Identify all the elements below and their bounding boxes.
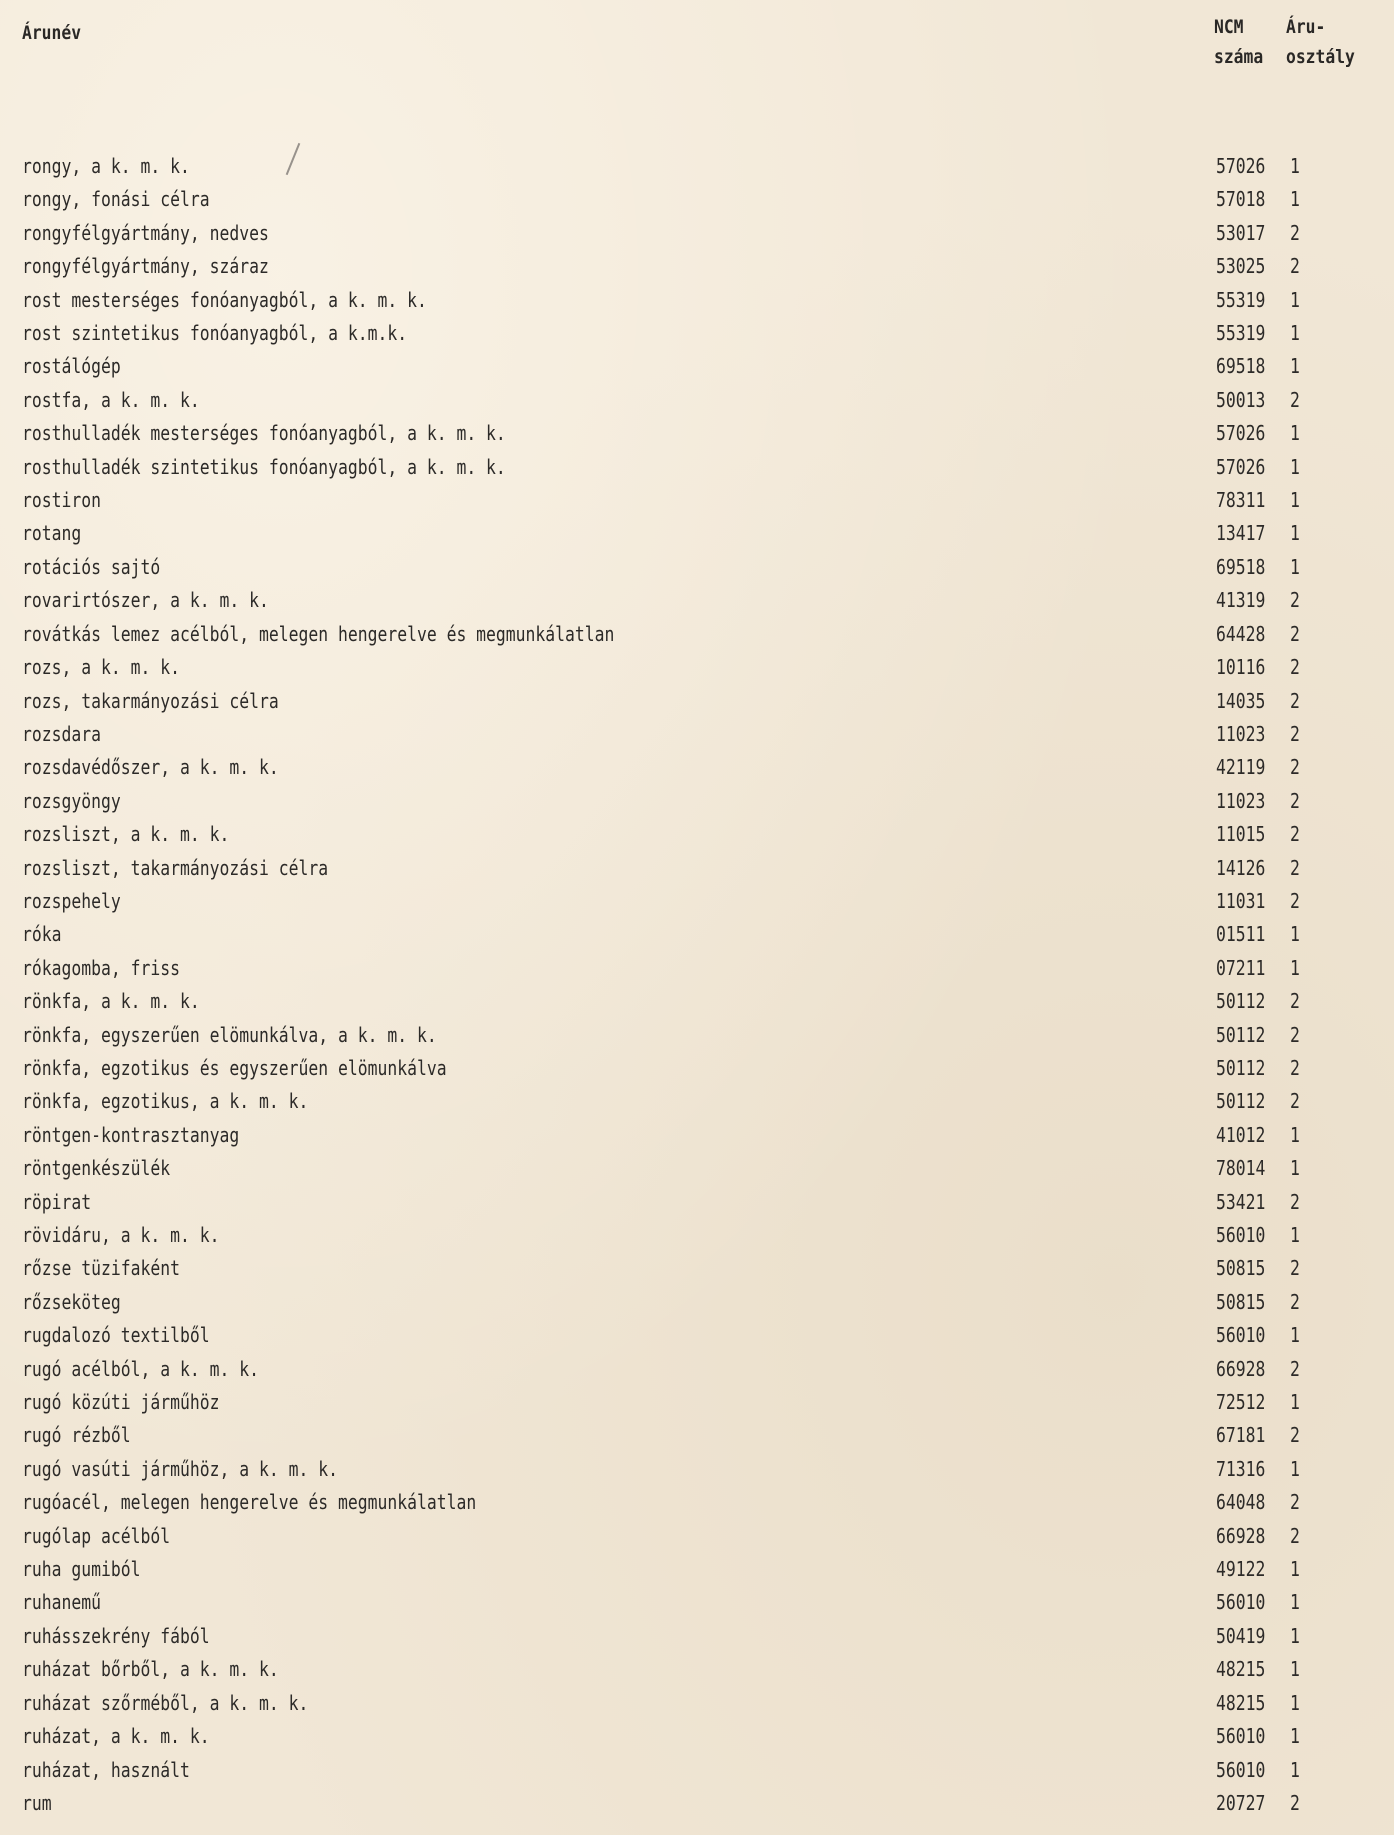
product-class: 2 [1290,220,1300,245]
product-class: 2 [1290,1289,1300,1314]
product-class: 1 [1290,1724,1300,1749]
product-class: 1 [1290,1590,1300,1615]
header-class-line2: osztály [1286,46,1355,68]
list-item [0,1486,1394,1519]
product-class: 1 [1290,1156,1300,1181]
list-item [0,1085,1394,1118]
product-class: 2 [1290,1256,1300,1281]
product-list [0,150,1394,1820]
list-item [0,517,1394,550]
list-item [0,852,1394,885]
list-item [0,1620,1394,1653]
list-item [0,785,1394,818]
product-class: 1 [1290,1690,1300,1715]
ncm-number: 78014 [1216,1156,1266,1181]
product-class: 2 [1290,387,1300,412]
product-name: rőzseköteg [22,1289,121,1314]
product-class: 1 [1290,1657,1300,1682]
product-class: 1 [1290,488,1300,513]
product-name: rozs, a k. m. k. [22,655,180,680]
ncm-number: 50112 [1216,1089,1266,1114]
ncm-number: 78311 [1216,488,1266,513]
product-class: 1 [1290,1456,1300,1481]
list-item [0,1453,1394,1486]
ncm-number: 66928 [1216,1523,1266,1548]
list-item [0,1319,1394,1352]
ncm-number: 14035 [1216,688,1266,713]
product-name: rozsgyöngy [22,788,121,813]
product-name: rókagomba, friss [22,955,180,980]
ncm-number: 55319 [1216,321,1266,346]
list-item [0,818,1394,851]
product-name: rozsdara [22,721,101,746]
product-class: 1 [1290,922,1300,947]
product-class: 2 [1290,1189,1300,1214]
product-name: rozspehely [22,888,121,913]
product-name: rovátkás lemez acélból, melegen hengerelve és megmunkálatlan [22,621,615,646]
header-product-name: Árunév [22,22,82,44]
product-name: rostiron [22,488,101,513]
ncm-number: 53421 [1216,1189,1266,1214]
list-item [0,1252,1394,1285]
product-name: rotációs sajtó [22,554,161,579]
product-name: rostálógép [22,354,121,379]
list-item [0,1386,1394,1419]
ncm-number: 13417 [1216,521,1266,546]
ncm-number: 42119 [1216,755,1266,780]
product-class: 2 [1290,989,1300,1014]
ncm-number: 66928 [1216,1356,1266,1381]
list-item [0,150,1394,183]
list-item [0,484,1394,517]
product-name: rövidáru, a k. m. k. [22,1223,220,1247]
list-item [0,1119,1394,1152]
ncm-number: 07211 [1216,955,1266,980]
ncm-number: 64428 [1216,621,1266,646]
ncm-number: 67181 [1216,1423,1266,1448]
ncm-number: 11023 [1216,788,1266,813]
product-class: 2 [1290,1356,1300,1381]
product-name: rönkfa, egzotikus és egyszerűen elömunkálva [22,1055,447,1080]
product-name: rost szintetikus fonóanyagból, a k.m.k. [22,321,408,346]
product-class: 2 [1290,1423,1300,1448]
product-class: 2 [1290,788,1300,813]
product-name: rosthulladék mesterséges fonóanyagból, a k. m. k. [22,421,506,446]
list-item [0,217,1394,250]
ncm-number: 41012 [1216,1122,1266,1147]
ncm-number: 50815 [1216,1289,1266,1314]
list-item [0,1353,1394,1386]
product-name: rugó rézből [22,1423,131,1448]
ncm-number: 64048 [1216,1490,1266,1515]
product-class: 1 [1290,554,1300,579]
header-product-class [1286,12,1355,72]
ncm-number: 57026 [1216,154,1266,178]
ncm-number: 50112 [1216,1055,1266,1080]
ncm-number: 53025 [1216,254,1266,279]
product-name: rozsliszt, a k. m. k. [22,822,230,847]
product-name: rönkfa, egzotikus, a k. m. k. [22,1089,309,1114]
ncm-number: 56010 [1216,1323,1266,1348]
product-name: rönkfa, a k. m. k. [22,989,200,1014]
ncm-number: 11023 [1216,721,1266,746]
product-name: rongyfélgyártmány, száraz [22,254,269,279]
list-item [0,718,1394,751]
ncm-number: 71316 [1216,1456,1266,1481]
list-item [0,985,1394,1018]
list-item [0,1219,1394,1252]
header-ncm-line1: NCM [1214,16,1244,38]
ncm-number: 56010 [1216,1223,1266,1247]
ncm-number: 49122 [1216,1557,1266,1582]
product-class: 2 [1290,721,1300,746]
product-class: 1 [1290,421,1300,446]
list-item [0,417,1394,450]
ncm-number: 41319 [1216,588,1266,613]
product-name: rum [22,1790,52,1815]
ncm-number: 50112 [1216,1022,1266,1047]
product-name: rönkfa, egyszerűen elömunkálva, a k. m. k. [22,1022,437,1047]
ncm-number: 50815 [1216,1256,1266,1281]
product-class: 1 [1290,1323,1300,1348]
list-item [0,1787,1394,1820]
header-ncm-number [1214,12,1263,72]
list-item [0,1586,1394,1619]
product-class: 1 [1290,287,1300,312]
list-item [0,1720,1394,1753]
product-name: rozs, takarmányozási célra [22,688,279,713]
ncm-number: 20727 [1216,1790,1266,1815]
product-class: 1 [1290,354,1300,379]
ncm-number: 50419 [1216,1623,1266,1648]
ncm-number: 53017 [1216,220,1266,245]
list-item [0,651,1394,684]
list-item [0,685,1394,718]
product-name: rugólap acélból [22,1523,171,1548]
header-ncm-line2: száma [1214,46,1264,68]
product-name: rőzse tüzifaként [22,1256,180,1281]
product-name: ruha gumiból [22,1557,141,1582]
ncm-number: 57026 [1216,421,1266,446]
ncm-number: 50013 [1216,387,1266,412]
list-item [0,1687,1394,1720]
product-name: ruhanemű [22,1590,101,1615]
list-item [0,952,1394,985]
product-class: 1 [1290,1757,1300,1782]
list-item [0,584,1394,617]
product-name: rosthulladék szintetikus fonóanyagból, a k. m. k. [22,454,506,479]
product-name: rugóacél, melegen hengerelve és megmunkálatlan [22,1490,477,1515]
product-name: ruházat, a k. m. k. [22,1724,210,1749]
product-class: 1 [1290,1557,1300,1582]
product-class: 1 [1290,1623,1300,1648]
product-class: 1 [1290,1223,1300,1247]
list-item [0,183,1394,216]
ncm-number: 01511 [1216,922,1266,947]
ncm-number: 56010 [1216,1757,1266,1782]
product-name: ruházat bőrből, a k. m. k. [22,1657,279,1682]
product-class: 2 [1290,888,1300,913]
product-class: 2 [1290,655,1300,680]
product-class: 1 [1290,521,1300,546]
product-name: rovarirtószer, a k. m. k. [22,588,269,613]
product-name: rongy, fonási célra [22,187,210,212]
ncm-number: 69518 [1216,554,1266,579]
ncm-number: 55319 [1216,287,1266,312]
list-item [0,1653,1394,1686]
product-class: 1 [1290,187,1300,212]
product-name: rugó közúti járműhöz [22,1390,220,1415]
product-class: 2 [1290,621,1300,646]
list-item [0,1052,1394,1085]
product-class: 2 [1290,855,1300,880]
product-class: 1 [1290,154,1300,178]
product-class: 1 [1290,1390,1300,1415]
list-item [0,1419,1394,1452]
header-class-line1: Áru- [1286,16,1326,38]
product-class: 1 [1290,454,1300,479]
product-name: rozsdavédőszer, a k. m. k. [22,755,279,780]
product-class: 2 [1290,1022,1300,1047]
product-class: 2 [1290,1089,1300,1114]
list-item [0,551,1394,584]
product-name: röpirat [22,1189,92,1214]
product-name: rost mesterséges fonóanyagból, a k. m. k. [22,287,427,312]
ncm-number: 57018 [1216,187,1266,212]
product-class: 2 [1290,755,1300,780]
ncm-number: 11015 [1216,822,1266,847]
product-name: róka [22,922,62,947]
ncm-number: 48215 [1216,1657,1266,1682]
ncm-number: 72512 [1216,1390,1266,1415]
ncm-number: 57026 [1216,454,1266,479]
product-name: rostfa, a k. m. k. [22,387,200,412]
product-class: 2 [1290,588,1300,613]
ncm-number: 50112 [1216,989,1266,1014]
product-class: 1 [1290,955,1300,980]
ncm-number: 56010 [1216,1590,1266,1615]
ncm-number: 10116 [1216,655,1266,680]
product-name: röntgen-kontrasztanyag [22,1122,240,1147]
list-item [0,918,1394,951]
product-name: röntgenkészülék [22,1156,171,1181]
list-item [0,618,1394,651]
product-name: rugó acélból, a k. m. k. [22,1356,259,1381]
list-item [0,1754,1394,1787]
list-item [0,350,1394,383]
ncm-number: 48215 [1216,1690,1266,1715]
product-class: 1 [1290,1122,1300,1147]
product-name: rugó vasúti járműhöz, a k. m. k. [22,1456,338,1481]
product-name: rozsliszt, takarmányozási célra [22,855,329,880]
product-class: 1 [1290,321,1300,346]
product-name: ruházat, használt [22,1757,190,1782]
list-item [0,1553,1394,1586]
product-class: 2 [1290,822,1300,847]
ncm-number: 11031 [1216,888,1266,913]
list-item [0,384,1394,417]
product-name: rotang [22,521,82,546]
ncm-number: 69518 [1216,354,1266,379]
list-item [0,317,1394,350]
product-class: 2 [1290,688,1300,713]
product-class: 2 [1290,254,1300,279]
list-item [0,1186,1394,1219]
list-item [0,451,1394,484]
product-class: 2 [1290,1523,1300,1548]
product-name: ruházat szőrméből, a k. m. k. [22,1690,309,1715]
product-name: rongy, a k. m. k. [22,154,190,178]
product-class: 2 [1290,1490,1300,1515]
list-item [0,1520,1394,1553]
list-item [0,885,1394,918]
list-item [0,1286,1394,1319]
product-name: rongyfélgyártmány, nedves [22,220,269,245]
list-item [0,284,1394,317]
list-item [0,1152,1394,1185]
ncm-number: 14126 [1216,855,1266,880]
product-name: rugdalozó textilből [22,1323,210,1348]
list-item [0,751,1394,784]
product-class: 2 [1290,1055,1300,1080]
ncm-number: 56010 [1216,1724,1266,1749]
list-item [0,250,1394,283]
product-name: ruhásszekrény fából [22,1623,210,1648]
product-class: 2 [1290,1790,1300,1815]
list-item [0,1019,1394,1052]
